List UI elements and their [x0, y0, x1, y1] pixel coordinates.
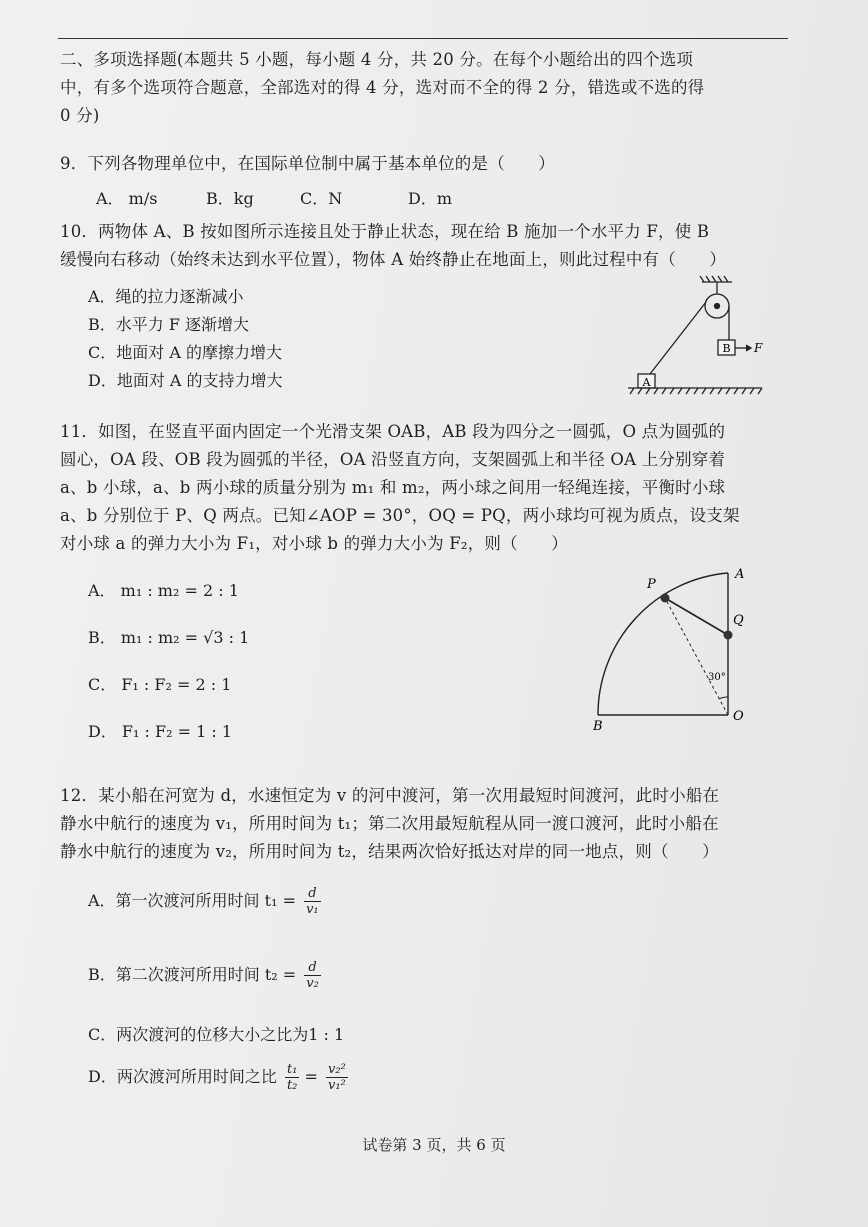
top-rule — [58, 38, 788, 39]
q12-option-d-right-fraction — [326, 1062, 348, 1093]
q10-option-d: D．地面对 A 的支持力增大 — [88, 371, 283, 390]
q11-line-5: 对小球 a 的弹力大小为 F₁，对小球 b 的弹力大小为 F₂，则（ ） — [60, 534, 568, 553]
q12-option-d-left-fraction — [285, 1062, 299, 1093]
q11-fig-label-b: B — [593, 719, 603, 734]
q9-option-b: B．kg — [206, 189, 254, 208]
q11-line-1: 11．如图，在竖直平面内固定一个光滑支架 OAB，AB 段为四分之一圆弧，O 点为圆弧的 — [60, 422, 726, 441]
q9-stem: 9．下列各物理单位中，在国际单位制中属于基本单位的是（ ） — [60, 154, 555, 173]
fraction-denominator: t₂ — [286, 1078, 298, 1093]
fraction-numerator: d — [304, 960, 321, 976]
q10-fig-label-b: B — [722, 342, 731, 355]
q12-option-d — [88, 1062, 348, 1093]
q12-option-d-equals: = — [304, 1067, 318, 1086]
fraction-denominator: v₂ — [306, 976, 319, 991]
q11-line-2: 圆心，OA 段、OB 段为圆弧的半径，OA 沿竖直方向，支架圆弧上和半径 OA 上分别穿着 — [60, 450, 726, 469]
q11-fig-label-a: A — [735, 567, 745, 582]
q10-option-b: B．水平力 F 逐渐增大 — [88, 315, 250, 334]
q10-pulley-figure — [620, 270, 770, 400]
q10-fig-label-f: F — [754, 341, 763, 355]
fraction-denominator: v₁ — [306, 902, 319, 917]
section-line-3: 0 分) — [60, 106, 100, 125]
q11-line-3: a、b 小球，a、b 两小球的质量分别为 m₁ 和 m₂，两小球之间用一轻绳连接，平衡时小球 — [60, 478, 726, 497]
q11-fig-label-angle: 30° — [708, 672, 726, 683]
q12-option-a-text: A．第一次渡河所用时间 t₁ = — [88, 891, 296, 910]
q9-option-c: C．N — [300, 189, 343, 208]
q10-fig-label-a: A — [642, 376, 651, 389]
q12-option-a — [88, 886, 321, 917]
q9-option-a: A． m/s — [96, 189, 158, 208]
q12-line-2: 静水中航行的速度为 v₁，所用时间为 t₁；第二次用最短航程从同一渡口渡河，此时小船在 — [60, 814, 719, 833]
fraction-numerator: v₂² — [327, 1062, 346, 1077]
page-footer: 试卷第 3 页，共 6 页 — [362, 1136, 506, 1154]
q11-fig-label-q: Q — [733, 613, 744, 628]
fraction-numerator: t₁ — [286, 1062, 298, 1077]
q10-option-c: C．地面对 A 的摩擦力增大 — [88, 343, 282, 362]
q12-option-b — [88, 960, 321, 991]
fraction-numerator: d — [304, 886, 321, 902]
q11-option-c: C． F₁ : F₂ = 2 : 1 — [88, 675, 232, 694]
q12-option-a-fraction — [304, 886, 321, 917]
q11-arc-figure — [585, 560, 765, 735]
q11-fig-label-p: P — [647, 577, 656, 592]
q11-option-a: A． m₁ : m₂ = 2 : 1 — [88, 581, 239, 600]
q10-option-a: A．绳的拉力逐渐减小 — [88, 287, 244, 306]
q11-fig-label-o: O — [733, 709, 744, 724]
q10-line-2: 缓慢向右移动（始终未达到水平位置），物体 A 始终静止在地面上，则此过程中有（ ） — [60, 250, 727, 269]
q12-option-b-fraction — [304, 960, 321, 991]
section-line-1: 二、多项选择题(本题共 5 小题，每小题 4 分，共 20 分。在每个小题给出的四个选项 — [60, 50, 694, 69]
q10-line-1: 10．两物体 A、B 按如图所示连接且处于静止状态，现在给 B 施加一个水平力 F，使 B — [60, 222, 710, 241]
q11-option-b: B． m₁ : m₂ = √3 : 1 — [88, 628, 250, 647]
section-line-2: 中，有多个选项符合题意，全部选对的得 4 分，选对而不全的得 2 分，错选或不选的得 — [60, 78, 705, 97]
q11-option-d: D． F₁ : F₂ = 1 : 1 — [88, 722, 233, 741]
q12-option-b-text: B．第二次渡河所用时间 t₂ = — [88, 965, 297, 984]
q9-option-d: D．m — [408, 189, 453, 208]
q11-line-4: a、b 分别位于 P、Q 两点。已知∠AOP = 30°，OQ = PQ，两小球均可视为质点，设支架 — [60, 506, 740, 525]
q12-line-3: 静水中航行的速度为 v₂，所用时间为 t₂，结果两次恰好抵达对岸的同一地点，则（ ） — [60, 842, 719, 861]
q12-option-c: C．两次渡河的位移大小之比为1 : 1 — [88, 1025, 345, 1044]
q12-option-d-text: D．两次渡河所用时间之比 — [88, 1067, 277, 1086]
fraction-denominator: v₁² — [327, 1078, 346, 1093]
q12-line-1: 12．某小船在河宽为 d，水速恒定为 v 的河中渡河，第一次用最短时间渡河，此时小船在 — [60, 786, 720, 805]
